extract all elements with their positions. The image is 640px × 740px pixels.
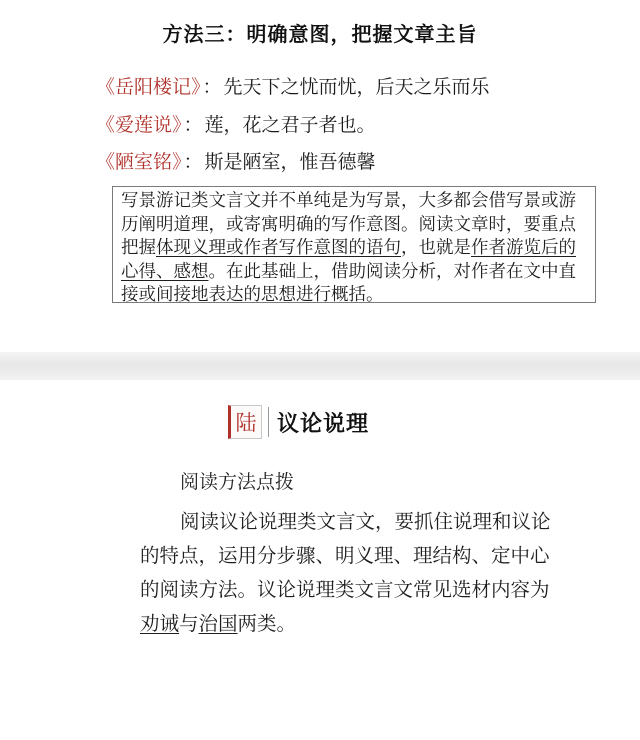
body-paragraph bbox=[140, 505, 560, 641]
page-top bbox=[0, 0, 640, 352]
paragraph-text: 与 bbox=[179, 612, 199, 635]
note-box bbox=[112, 186, 596, 303]
quote-text: 莲，花之君子者也。 bbox=[204, 114, 376, 136]
quote-work-title: 《陋室铭》 bbox=[96, 151, 182, 173]
quote-colon: ： bbox=[202, 76, 222, 98]
quote-colon: ： bbox=[183, 114, 203, 136]
note-text: ，也就是 bbox=[401, 238, 471, 258]
chapter-divider bbox=[268, 407, 269, 437]
paragraph-text: 阅读议论说理类文言文，要抓住说理和议论的特点，运用分步骤、明义理、理结构、定中心的阅读方法。议论说理类文言文常见选材内容为 bbox=[140, 510, 551, 601]
quote-line bbox=[96, 147, 376, 174]
note-underline: 作者游览后的心得、感想 bbox=[121, 238, 576, 282]
quote-colon: ： bbox=[183, 151, 203, 173]
quote-line bbox=[96, 72, 490, 99]
keyword-underline: 劝诫 bbox=[140, 612, 180, 635]
quote-text: 斯是陋室，惟吾德馨 bbox=[204, 151, 376, 173]
note-text: 写景游记类文言文并不单纯是为写景，大多都会借写景或游历阐明道理，或寄寓明确的写作意图。阅读文章时，要重点把握 bbox=[121, 191, 576, 258]
paragraph-text: 两类。 bbox=[237, 612, 297, 635]
chapter-title: 议论说理 bbox=[277, 411, 370, 437]
page-divider-band bbox=[0, 352, 640, 380]
quote-line bbox=[96, 110, 376, 137]
note-underline: 体现义理或作者写作意图的语句 bbox=[156, 238, 401, 258]
chapter-heading bbox=[228, 403, 369, 441]
keyword-underline: 治国 bbox=[198, 612, 238, 635]
subheading: 阅读方法点拨 bbox=[180, 471, 295, 493]
quote-work-title: 《爱莲说》 bbox=[96, 114, 182, 136]
quote-work-title: 《岳阳楼记》 bbox=[96, 76, 201, 98]
section-title: 方法三：明确意图，把握文章主旨 bbox=[162, 22, 478, 46]
note-text: 。在此基础上，借助阅读分析，对作者在文中直接或间接地表达的思想进行概括。 bbox=[121, 261, 576, 305]
quote-text: 先天下之忧而忧，后天之乐而乐 bbox=[223, 76, 490, 98]
chapter-number-badge: 陆 bbox=[228, 405, 262, 439]
